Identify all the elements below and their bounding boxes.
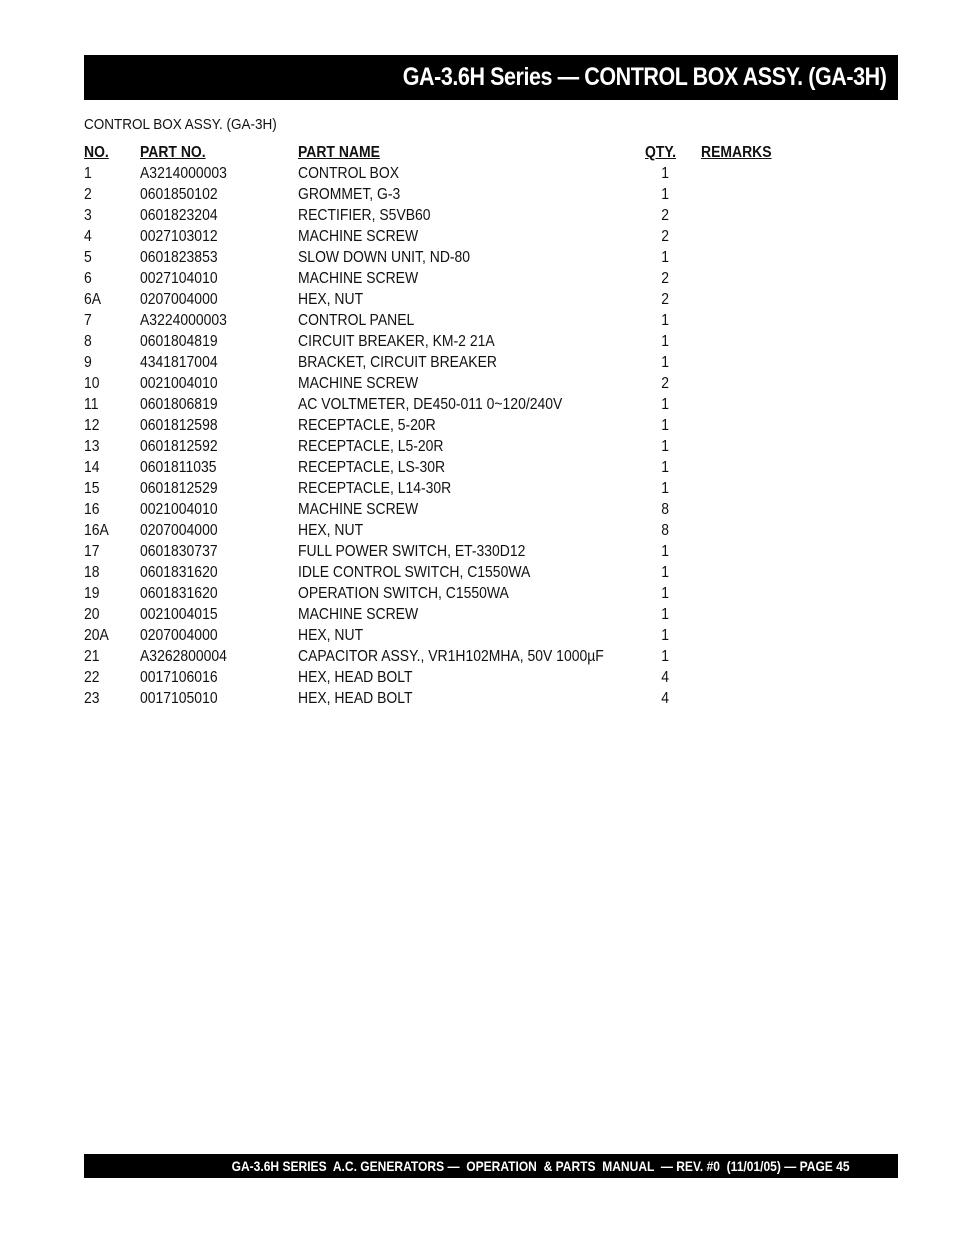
- table-row: [84, 436, 804, 457]
- cell-part-no: 0021004015: [140, 606, 218, 623]
- column-header-part-no: PART NO.: [140, 144, 206, 161]
- cell-part-name: CAPACITOR ASSY., VR1H102MHA, 50V 1000µF: [298, 648, 604, 665]
- table-row: [84, 289, 804, 310]
- cell-qty: 1: [661, 543, 669, 560]
- cell-part-name: CIRCUIT BREAKER, KM-2 21A: [298, 333, 495, 350]
- cell-qty: 8: [661, 522, 669, 539]
- table-row: [84, 646, 804, 667]
- table-row: [84, 688, 804, 709]
- cell-part-name: MACHINE SCREW: [298, 270, 419, 287]
- cell-part-no: 0601831620: [140, 585, 218, 602]
- cell-part-name: RECEPTACLE, 5-20R: [298, 417, 436, 434]
- cell-no: 3: [84, 207, 92, 224]
- cell-part-name: GROMMET, G-3: [298, 186, 401, 203]
- cell-part-name: HEX, NUT: [298, 627, 364, 644]
- cell-part-name: HEX, HEAD BOLT: [298, 669, 413, 686]
- cell-no: 19: [84, 585, 100, 602]
- cell-part-no: 0027104010: [140, 270, 218, 287]
- table-header-row: [84, 142, 804, 163]
- cell-part-no: 0021004010: [140, 375, 218, 392]
- parts-table: [84, 142, 804, 709]
- cell-part-name: RECTIFIER, S5VB60: [298, 207, 431, 224]
- cell-part-no: 4341817004: [140, 354, 218, 371]
- cell-no: 12: [84, 417, 100, 434]
- cell-qty: 8: [661, 501, 669, 518]
- cell-part-no: 0601831620: [140, 564, 218, 581]
- cell-no: 10: [84, 375, 100, 392]
- cell-qty: 1: [661, 459, 669, 476]
- cell-qty: 2: [661, 291, 669, 308]
- cell-qty: 4: [661, 669, 669, 686]
- cell-part-no: 0207004000: [140, 291, 218, 308]
- cell-part-no: 0601812529: [140, 480, 218, 497]
- page-title: GA-3.6H Series — CONTROL BOX ASSY. (GA-3H): [402, 63, 886, 91]
- cell-no: 20A: [84, 627, 109, 644]
- cell-no: 18: [84, 564, 100, 581]
- cell-no: 6: [84, 270, 92, 287]
- cell-no: 7: [84, 312, 92, 329]
- cell-qty: 1: [661, 249, 669, 266]
- cell-part-name: HEX, HEAD BOLT: [298, 690, 413, 707]
- cell-no: 4: [84, 228, 92, 245]
- cell-qty: 1: [661, 648, 669, 665]
- cell-no: 22: [84, 669, 100, 686]
- cell-qty: 1: [661, 333, 669, 350]
- cell-part-no: 0017106016: [140, 669, 218, 686]
- cell-part-no: 0601804819: [140, 333, 218, 350]
- table-row: [84, 226, 804, 247]
- cell-part-no: 0601812592: [140, 438, 218, 455]
- cell-part-name: CONTROL PANEL: [298, 312, 415, 329]
- table-row: [84, 184, 804, 205]
- cell-qty: 1: [661, 354, 669, 371]
- table-row: [84, 478, 804, 499]
- cell-no: 16A: [84, 522, 109, 539]
- cell-qty: 1: [661, 564, 669, 581]
- table-row: [84, 604, 804, 625]
- table-row: [84, 205, 804, 226]
- cell-part-no: A3224000003: [140, 312, 227, 329]
- cell-part-name: SLOW DOWN UNIT, ND-80: [298, 249, 471, 266]
- cell-no: 11: [84, 396, 99, 413]
- cell-qty: 1: [661, 312, 669, 329]
- table-row: [84, 268, 804, 289]
- column-header-qty: QTY.: [645, 144, 677, 161]
- cell-qty: 1: [661, 438, 669, 455]
- cell-qty: 1: [661, 417, 669, 434]
- table-row: [84, 457, 804, 478]
- cell-part-no: 0601830737: [140, 543, 218, 560]
- cell-qty: 2: [661, 270, 669, 287]
- cell-no: 1: [84, 165, 92, 182]
- cell-part-no: 0017105010: [140, 690, 218, 707]
- cell-part-name: MACHINE SCREW: [298, 501, 419, 518]
- cell-no: 16: [84, 501, 100, 518]
- cell-part-no: 0601811035: [140, 459, 217, 476]
- cell-no: 17: [84, 543, 100, 560]
- cell-part-name: FULL POWER SWITCH, ET-330D12: [298, 543, 526, 560]
- table-row: [84, 583, 804, 604]
- cell-part-no: 0601823204: [140, 207, 218, 224]
- page-footer: GA-3.6H SERIES A.C. GENERATORS — OPERATION & PARTS MANUAL — REV. #0 (11/01/05) — PAGE 45: [232, 1158, 850, 1174]
- cell-part-name: CONTROL BOX: [298, 165, 400, 182]
- cell-no: 5: [84, 249, 92, 266]
- table-row: [84, 541, 804, 562]
- cell-qty: 4: [661, 690, 669, 707]
- table-row: [84, 394, 804, 415]
- cell-no: 23: [84, 690, 100, 707]
- cell-part-name: OPERATION SWITCH, C1550WA: [298, 585, 509, 602]
- cell-part-no: 0027103012: [140, 228, 218, 245]
- cell-part-no: 0601823853: [140, 249, 218, 266]
- table-row: [84, 352, 804, 373]
- cell-qty: 1: [661, 165, 669, 182]
- column-header-no: NO.: [84, 144, 109, 161]
- column-header-remarks: REMARKS: [701, 144, 772, 161]
- cell-part-no: A3262800004: [140, 648, 227, 665]
- cell-qty: 1: [661, 480, 669, 497]
- cell-part-no: 0601850102: [140, 186, 218, 203]
- cell-no: 21: [84, 648, 100, 665]
- cell-part-name: RECEPTACLE, LS-30R: [298, 459, 446, 476]
- cell-qty: 1: [661, 606, 669, 623]
- cell-part-name: BRACKET, CIRCUIT BREAKER: [298, 354, 497, 371]
- table-body: [84, 163, 804, 709]
- table-row: [84, 331, 804, 352]
- cell-qty: 2: [661, 207, 669, 224]
- table-row: [84, 310, 804, 331]
- cell-part-no: 0207004000: [140, 627, 218, 644]
- table-row: [84, 247, 804, 268]
- table-row: [84, 373, 804, 394]
- page-title-bar: [84, 55, 898, 100]
- cell-qty: 1: [661, 627, 669, 644]
- cell-part-no: 0021004010: [140, 501, 218, 518]
- table-row: [84, 163, 804, 184]
- cell-qty: 1: [661, 396, 669, 413]
- cell-part-name: MACHINE SCREW: [298, 375, 419, 392]
- cell-qty: 2: [661, 228, 669, 245]
- table-row: [84, 562, 804, 583]
- cell-no: 20: [84, 606, 100, 623]
- page-footer-bar: [84, 1154, 898, 1178]
- cell-qty: 1: [661, 585, 669, 602]
- cell-part-no: 0601806819: [140, 396, 218, 413]
- cell-part-name: RECEPTACLE, L5-20R: [298, 438, 444, 455]
- cell-no: 6A: [84, 291, 102, 308]
- table-row: [84, 667, 804, 688]
- column-header-part-name: PART NAME: [298, 144, 380, 161]
- cell-part-name: IDLE CONTROL SWITCH, C1550WA: [298, 564, 531, 581]
- cell-part-name: HEX, NUT: [298, 291, 364, 308]
- cell-part-no: A3214000003: [140, 165, 227, 182]
- cell-part-name: MACHINE SCREW: [298, 228, 419, 245]
- table-row: [84, 520, 804, 541]
- table-row: [84, 415, 804, 436]
- cell-part-name: MACHINE SCREW: [298, 606, 419, 623]
- cell-qty: 1: [661, 186, 669, 203]
- cell-part-name: AC VOLTMETER, DE450-011 0~120/240V: [298, 396, 563, 413]
- cell-no: 13: [84, 438, 100, 455]
- cell-part-name: HEX, NUT: [298, 522, 364, 539]
- table-row: [84, 625, 804, 646]
- cell-no: 9: [84, 354, 92, 371]
- cell-qty: 2: [661, 375, 669, 392]
- cell-part-no: 0207004000: [140, 522, 218, 539]
- section-caption: CONTROL BOX ASSY. (GA-3H): [84, 116, 277, 133]
- table-row: [84, 499, 804, 520]
- cell-part-no: 0601812598: [140, 417, 218, 434]
- cell-no: 15: [84, 480, 100, 497]
- cell-no: 2: [84, 186, 92, 203]
- cell-no: 8: [84, 333, 92, 350]
- cell-part-name: RECEPTACLE, L14-30R: [298, 480, 452, 497]
- cell-no: 14: [84, 459, 100, 476]
